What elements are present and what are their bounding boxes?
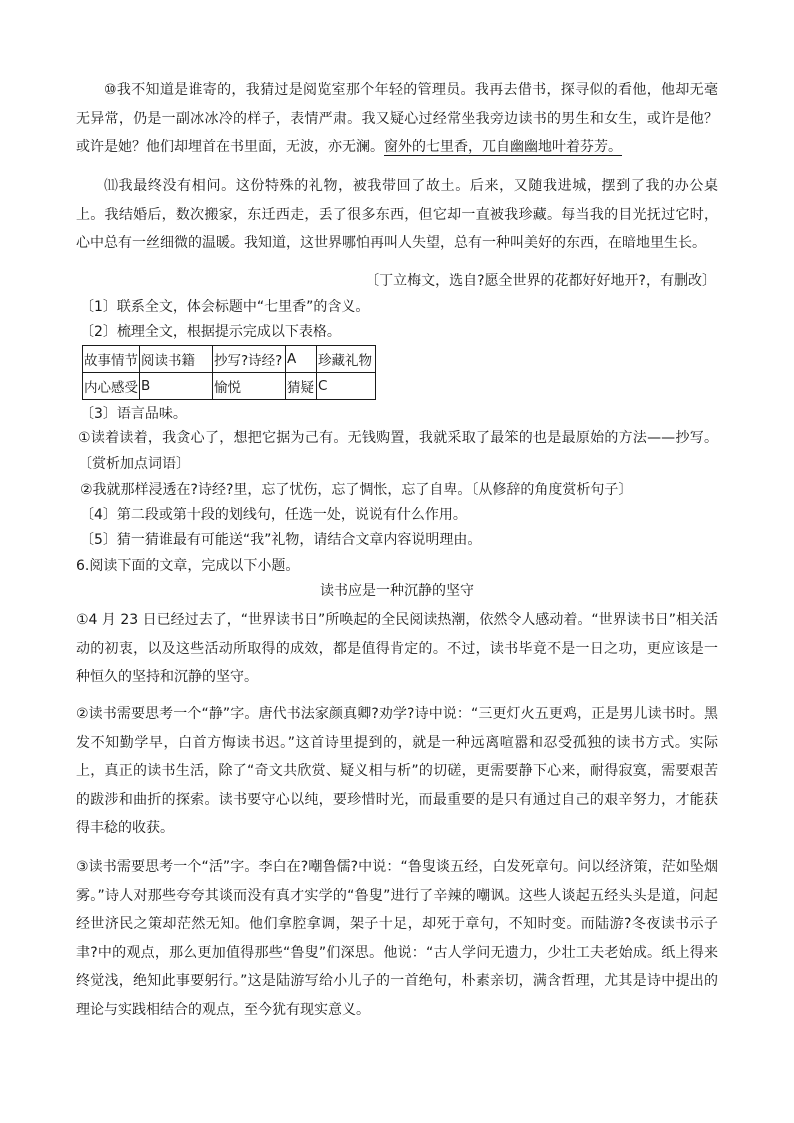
article-paragraph-3: ③读书需要思考一个“活”字。李白在?嘲鲁儒?中说：“鲁叟谈五经，白发死章句。问以经济策，茫如坠烟雾。”诗人对那些夸夸其谈而没有真才实学的“鲁叟”进行了辛辣的嘲讽。这些人谈起五经头头是道，问起经世济民之策却茫然无知。他们拿腔拿调，架子十足，却死于章句，不知时变。而陆游?冬夜读书示子聿?中的观点，那么更加值得那些“鲁叟”们深思。他说：“古人学问无遗力，少壮工夫老始成。纸上得来终觉浅，绝知此事要躬行。”这是陆游写给小儿子的一首绝句，朴素亲切，满含哲理，尤其是诗中提出的理论与实践相结合的观点，至今犹有现实意义。 xyxy=(76,859,718,1018)
article-paragraph-1: ①4 月 23 日已经过去了，“世界读书日”所唤起的全民阅读热潮，依然令人感动着。“世界读书日”相关活动的初衷，以及这些活动所取得的成效，都是值得肯定的。不过，读书毕竟不是一日之功，更应该是一种恒久的坚持和沉静的坚守。 xyxy=(76,612,718,685)
table-cell: A xyxy=(286,346,317,373)
table-cell: C xyxy=(317,373,376,400)
table-cell: 珍藏礼物 xyxy=(317,346,376,373)
table-cell: 猜疑 xyxy=(286,373,317,400)
source-citation: 〔丁立梅文，选自?愿全世界的花都好好地开?，有删改〕 xyxy=(365,273,716,289)
question-1: 〔1〕联系全文，体会标题中“七里香”的含义。 xyxy=(80,299,370,315)
question-3-1: ①读着读着，我贪心了，想把它据为己有。无钱购置，我就采取了最笨的也是最原始的方法——抄写。〔赏析加点词语〕 xyxy=(78,430,718,472)
table-cell: 抄写?诗经? xyxy=(213,346,286,373)
paragraph-11: ⑾我最终没有相问。这份特殊的礼物，被我带回了故土。后来，又随我进城，摆到了我的办公桌上。我结婚后，数次搬家，东迁西走，丢了很多东西，但它却一直被我珍藏。每当我的目光抚过它时，心中总有一丝细微的温暖。我知道，这世界哪怕再叫人失望，总有一种叫美好的东西，在暗地里生长。 xyxy=(76,178,718,251)
table-cell: 愉悦 xyxy=(213,373,286,400)
table-cell: 故事情节 xyxy=(83,346,140,373)
table-cell: B xyxy=(140,373,213,400)
question-3: 〔3〕语言品味。 xyxy=(80,406,187,422)
paragraph-10 xyxy=(76,76,718,162)
table-row xyxy=(83,373,376,400)
question-6: 6.阅读下面的文章，完成以下小题。 xyxy=(76,558,300,574)
summary-table xyxy=(82,345,376,400)
underlined-sentence: 窗外的七里香，兀自幽幽地叶着芬芳。 xyxy=(384,139,622,155)
table-cell: 阅读书籍 xyxy=(140,346,213,373)
paragraph-10-text: ⑩我不知道是谁寄的，我猜过是阅览室那个年轻的管理员。我再去借书，探寻似的看他，他却无毫无异常，仍是一副冰冰冷的样子，表情严肃。我又疑心过经常坐我旁边读书的男生和女生，或许是他？或许是她？他们却埋首在书里面，无波，亦无澜。 xyxy=(76,82,718,155)
table-row xyxy=(83,346,376,373)
article-title: 读书应是一种沉静的坚守 xyxy=(320,583,474,599)
table-cell: 内心感受 xyxy=(83,373,140,400)
question-4: 〔4〕第二段或第十段的划线句，任选一处，说说有什么作用。 xyxy=(80,507,467,523)
question-5: 〔5〕猜一猜谁最有可能送“我”礼物，请结合文章内容说明理由。 xyxy=(80,532,482,548)
article-paragraph-2: ②读书需要思考一个“静”字。唐代书法家颜真卿?劝学?诗中说：“三更灯火五更鸡，正是男儿读书时。黑发不知勤学早，白首方悔读书迟。”这首诗里提到的，就是一种远离喧嚣和忍受孤独的读书方式。实际上，真正的读书生活，除了“奇文共欣赏、疑义相与析”的切磋，更需要静下心来，耐得寂寞，需要艰苦的跋涉和曲折的探索。读书要守心以纯，要珍惜时光，而最重要的是只有通过自己的艰辛努力，才能获得丰稔的收获。 xyxy=(76,706,718,836)
question-3-2: ②我就那样浸透在?诗经?里，忘了忧伤，忘了惆怅，忘了自卑。〔从修辞的角度赏析句子〕 xyxy=(80,482,633,498)
question-2: 〔2〕梳理全文，根据提示完成以下表格。 xyxy=(80,324,341,340)
